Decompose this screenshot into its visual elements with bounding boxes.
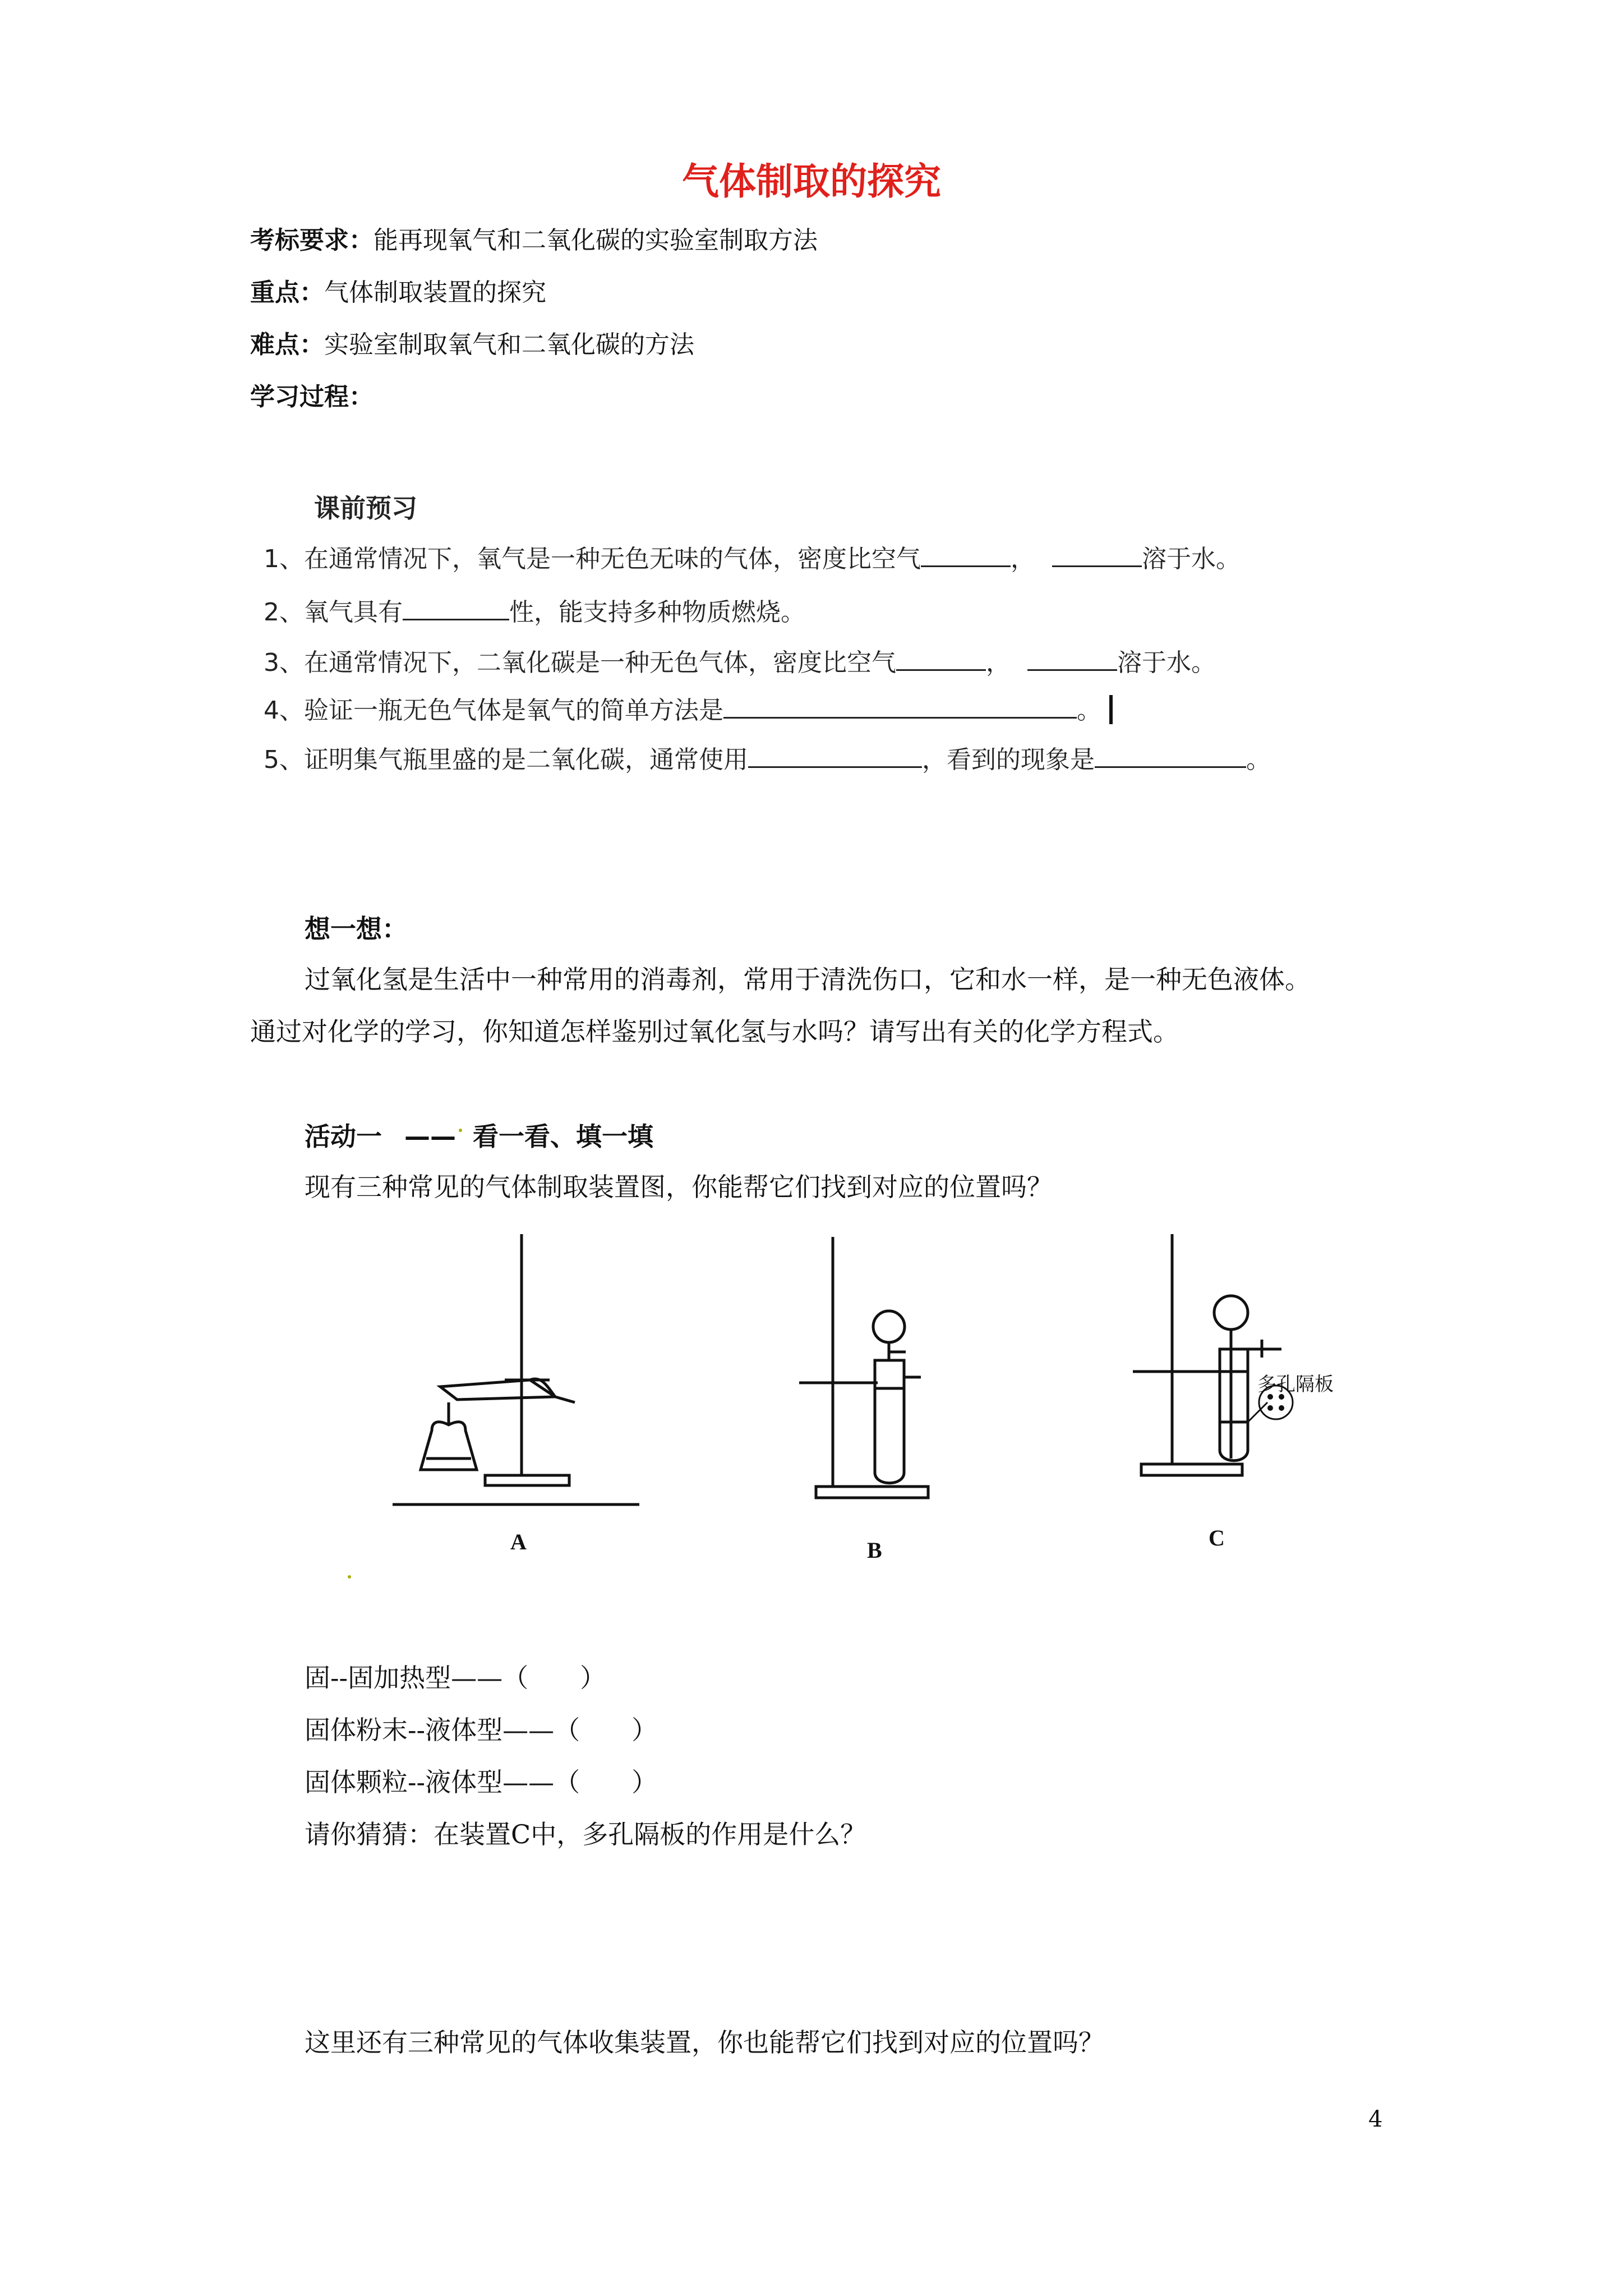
preview-q5 <box>264 739 1271 775</box>
test-tube <box>440 1380 555 1400</box>
label-a: A <box>510 1529 527 1554</box>
q-number: 2、 <box>264 598 304 627</box>
rubber-stopper <box>1220 1349 1248 1372</box>
meta-text: 气体制取装置的探究 <box>324 278 546 307</box>
label-b: B <box>867 1538 882 1563</box>
page-title: 气体制取的探究 <box>682 160 941 203</box>
meta-label: 考标要求： <box>250 226 374 255</box>
preview-heading: 课前预习 <box>314 493 417 523</box>
meta-keypoint <box>250 272 546 308</box>
meta-label: 重点： <box>250 278 324 307</box>
activity-intro: 现有三种常见的气体制取装置图，你能帮它们找到对应的位置吗？ <box>305 1172 1053 1202</box>
page-number: 4 <box>1368 2106 1383 2132</box>
meta-text: 能再现氧气和二氧化碳的实验室制取方法 <box>374 226 818 255</box>
long-neck-funnel <box>1214 1296 1248 1329</box>
meta-difficulty <box>250 324 694 360</box>
delivery-pipe <box>555 1397 575 1402</box>
q-number: 4、 <box>264 696 304 725</box>
alcohol-lamp <box>421 1422 477 1470</box>
preview-q4 <box>264 690 1113 726</box>
apparatus-c <box>1133 1228 1346 1487</box>
answer-blank[interactable] <box>1095 744 1246 768</box>
q-number: 3、 <box>264 648 304 677</box>
activity-dash: —— <box>404 1121 456 1152</box>
q-text: 在通常情况下，二氧化碳是一种无色气体，密度比空气 <box>304 648 896 677</box>
q-text: 验证一瓶无色气体是氧气的简单方法是 <box>304 696 723 725</box>
think-line-1: 过氧化氢是生活中一种常用的消毒剂，常用于清洗伤口，它和水一样，是一种无色液体。 <box>305 964 1311 995</box>
stray-dot <box>459 1129 462 1132</box>
label-c: C <box>1209 1525 1225 1550</box>
q-text: 溶于水。 <box>1142 545 1241 573</box>
q-text: 。 <box>1077 696 1101 725</box>
collect-intro: 这里还有三种常见的气体收集装置，你也能帮它们找到对应的位置吗？ <box>305 2027 1104 2058</box>
stray-dot <box>348 1575 351 1579</box>
q-text: ， <box>986 648 1011 677</box>
type-granule-liquid: 固体颗粒--液体型——（ ） <box>305 1767 658 1797</box>
answer-blank[interactable] <box>921 543 1011 567</box>
q-number: 1、 <box>264 545 304 573</box>
q-text: ， <box>1011 545 1035 573</box>
activity-title: 看一看、填一填 <box>473 1121 653 1152</box>
stand-base <box>1141 1464 1242 1475</box>
q-text: 溶于水。 <box>1117 648 1216 677</box>
meta-label: 难点： <box>250 330 324 359</box>
activity-heading <box>305 1116 653 1153</box>
meta-requirement <box>250 220 818 256</box>
rubber-stopper <box>875 1360 904 1388</box>
meta-process <box>250 376 374 412</box>
think-heading: 想一想： <box>305 914 408 944</box>
text-cursor <box>1109 695 1113 724</box>
q-text: 。 <box>1246 746 1271 774</box>
apparatus-a <box>393 1228 651 1509</box>
q-text: ，看到的现象是 <box>922 746 1095 774</box>
type-powder-liquid: 固体粉末--液体型——（ ） <box>305 1715 658 1745</box>
plate-annotation: 多孔隔板 <box>1257 1373 1334 1396</box>
q-text: 氧气具有 <box>304 598 403 627</box>
preview-q1 <box>264 539 1241 574</box>
stand-base <box>485 1475 569 1485</box>
test-tube <box>1220 1372 1248 1461</box>
activity-label: 活动一 <box>305 1121 382 1152</box>
answer-blank[interactable] <box>1027 647 1117 671</box>
type-solid-solid: 固--固加热型——（ ） <box>305 1663 606 1693</box>
answer-blank[interactable] <box>723 694 1077 719</box>
preview-q2 <box>264 592 805 628</box>
q-text: 证明集气瓶里盛的是二氧化碳，通常使用 <box>304 746 748 774</box>
meta-label: 学习过程： <box>250 383 374 411</box>
preview-q3 <box>264 642 1216 678</box>
q-number: 5、 <box>264 746 304 774</box>
answer-blank[interactable] <box>748 744 922 768</box>
answer-blank[interactable] <box>896 647 986 671</box>
answer-blank[interactable] <box>1052 543 1142 567</box>
separatory-funnel <box>873 1311 905 1342</box>
think-line-2: 通过对化学的学习，你知道怎样鉴别过氧化氢与水吗？请写出有关的化学方程式。 <box>250 1016 1179 1047</box>
stand-base <box>816 1487 928 1498</box>
annotation-line <box>1248 1402 1267 1422</box>
guess-question: 请你猜猜：在装置C中，多孔隔板的作用是什么？ <box>305 1819 866 1849</box>
test-tube <box>875 1388 904 1483</box>
q-text: 性，能支持多种物质燃烧。 <box>509 598 805 627</box>
apparatus-b <box>791 1231 937 1506</box>
answer-blank[interactable] <box>403 596 509 620</box>
q-text: 在通常情况下，氧气是一种无色无味的气体，密度比空气 <box>304 545 921 573</box>
meta-text: 实验室制取氧气和二氧化碳的方法 <box>324 330 694 359</box>
